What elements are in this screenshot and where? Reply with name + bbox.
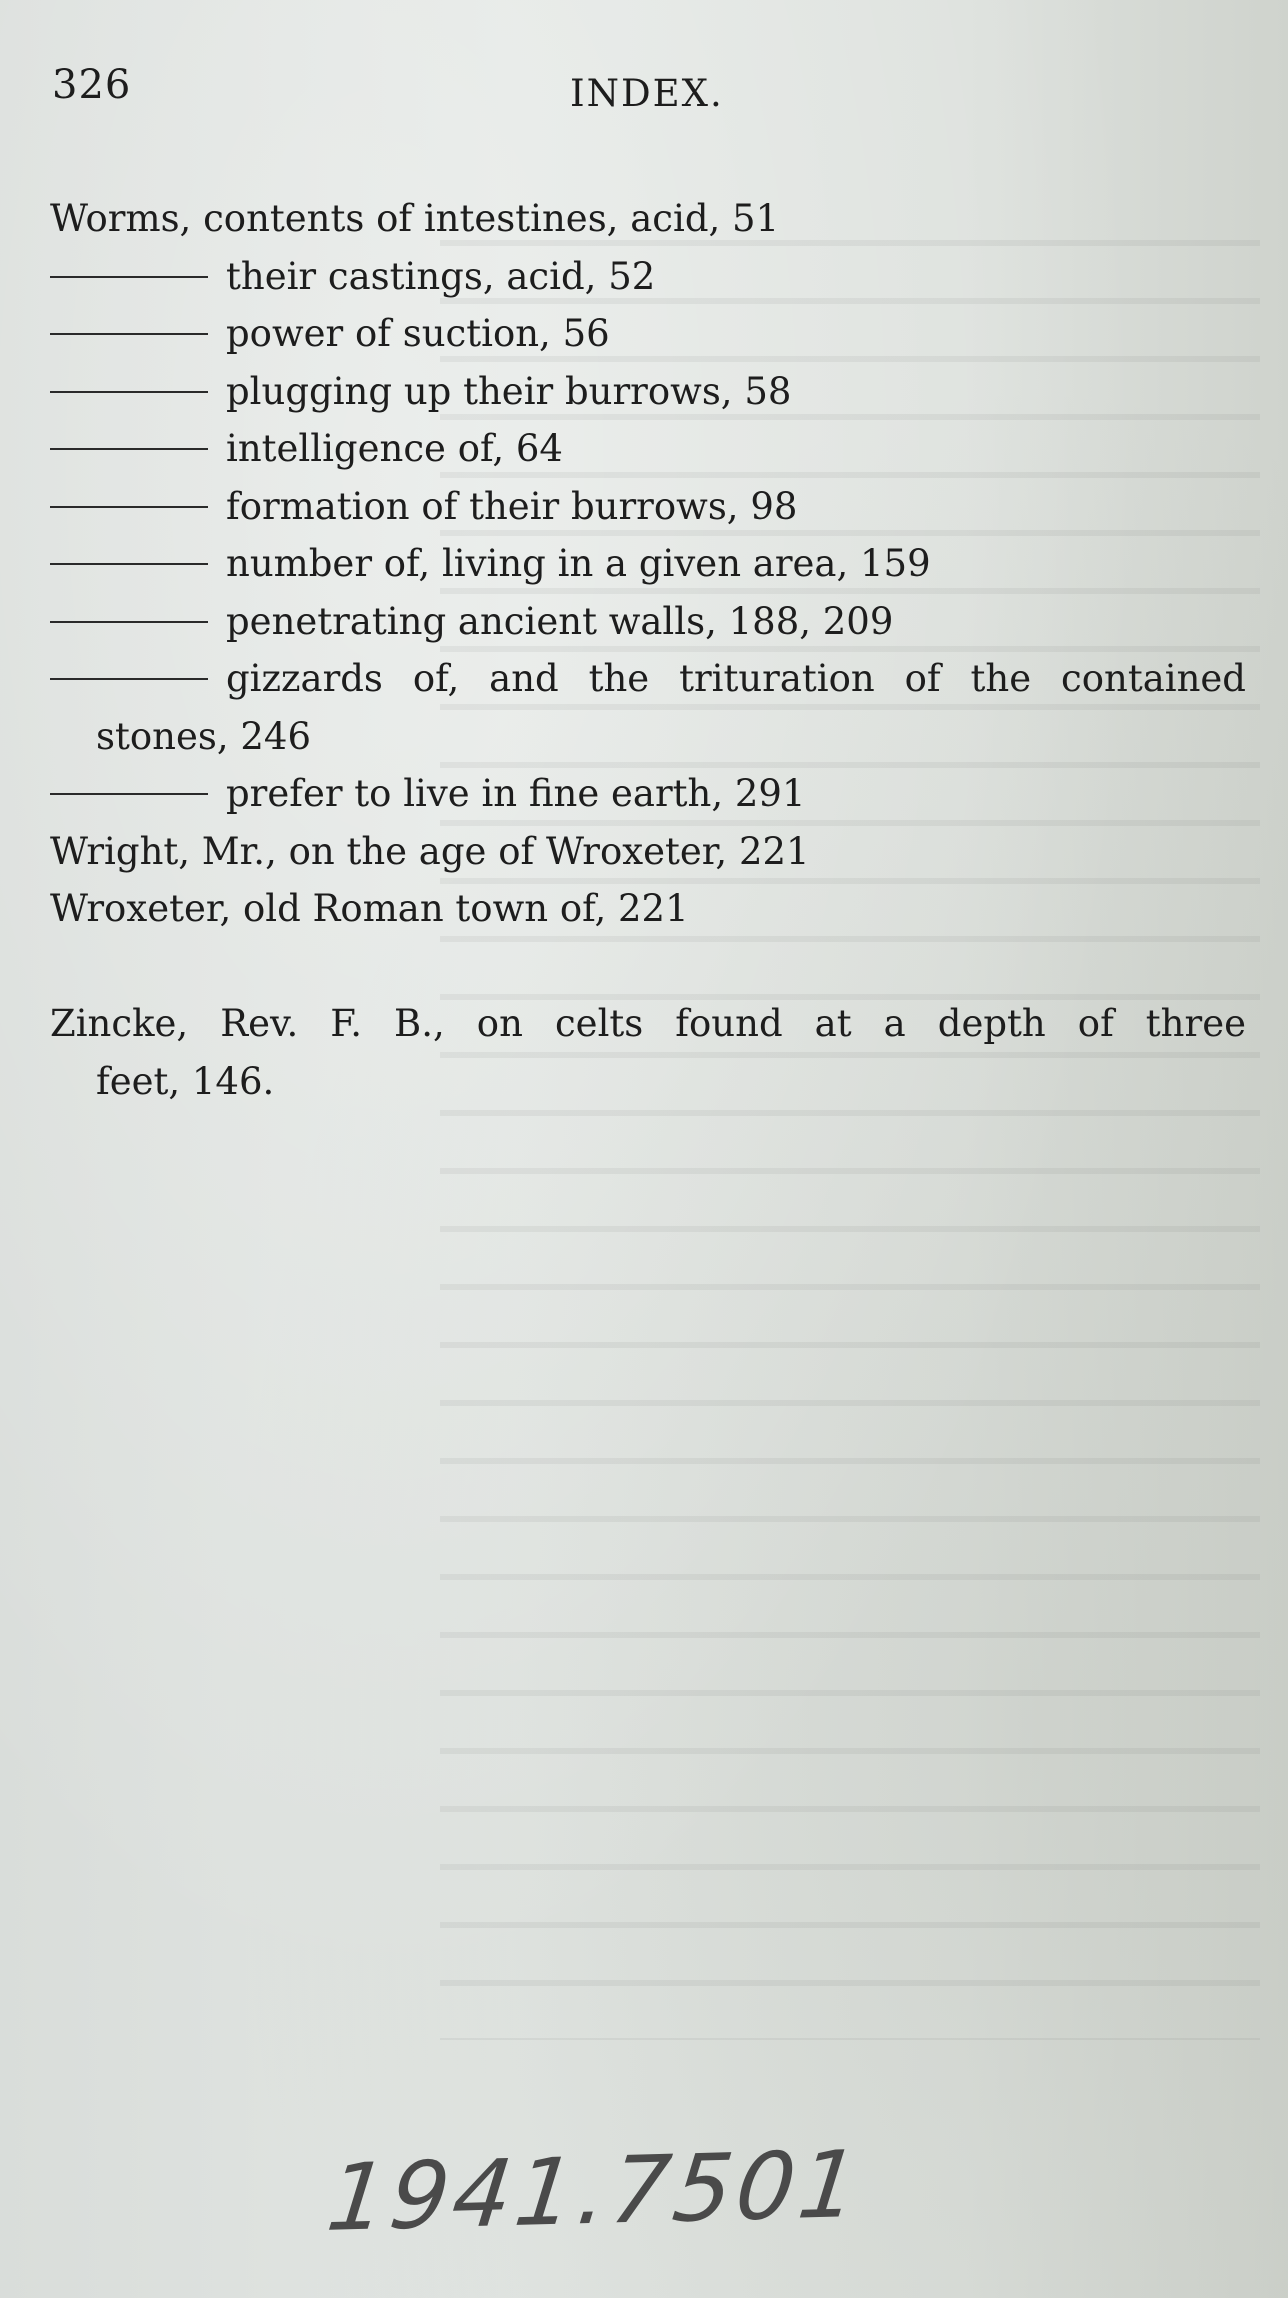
entry-text: power of suction, 56 (226, 312, 610, 355)
em-dash-rule (50, 793, 208, 795)
entry-text: intelligence of, 64 (226, 427, 563, 470)
entry-text: Wroxeter, old Roman town of, 221 (50, 887, 689, 930)
entry-text: Wright, Mr., on the age of Wroxeter, 221 (50, 829, 810, 873)
index-subentry (50, 478, 1250, 536)
index-subentry (50, 305, 1250, 363)
index-subentry (50, 765, 1250, 823)
index-entries (50, 190, 1250, 1110)
index-entry-main (50, 823, 1250, 881)
em-dash-rule (50, 678, 208, 680)
handwritten-accession-number: 1941.7501 (322, 2130, 868, 2252)
entry-text: their castings, acid, 52 (226, 254, 656, 298)
entry-text: Worms, contents of intestines, acid, 51 (50, 197, 780, 240)
index-subentry (50, 593, 1250, 651)
wrapped-first-line (50, 650, 1246, 708)
entry-text: gizzards of, and the trituration of the contained (226, 657, 1246, 700)
entry-text: prefer to live in fine earth, 291 (226, 772, 806, 815)
em-dash-rule (50, 563, 208, 565)
letter-group-gap (50, 938, 1250, 996)
index-subentry (50, 248, 1250, 306)
index-entry-main (50, 880, 1250, 938)
em-dash-rule (50, 506, 208, 508)
page-number: 326 (52, 62, 132, 108)
index-entry-main-wrapped (50, 995, 1250, 1110)
em-dash-rule (50, 391, 208, 393)
index-subentry-wrapped (50, 650, 1250, 765)
running-head: INDEX. (570, 72, 724, 115)
entry-text: formation of their burrows, 98 (226, 484, 798, 528)
index-subentry (50, 420, 1250, 478)
index-subentry (50, 535, 1250, 593)
em-dash-rule (50, 621, 208, 623)
entry-text: Zincke, Rev. F. B., on celts found at a depth of three (50, 1002, 1246, 1045)
index-subentry (50, 363, 1250, 421)
entry-text: plugging up their burrows, 58 (226, 369, 792, 413)
entry-continuation: stones, 246 (96, 714, 311, 758)
entry-continuation: feet, 146. (96, 1059, 275, 1103)
em-dash-rule (50, 276, 208, 278)
entry-text: number of, living in a given area, 159 (226, 542, 931, 585)
entry-text: penetrating ancient walls, 188, 209 (226, 599, 894, 643)
em-dash-rule (50, 333, 208, 335)
index-entry-main (50, 190, 1250, 248)
em-dash-rule (50, 448, 208, 450)
